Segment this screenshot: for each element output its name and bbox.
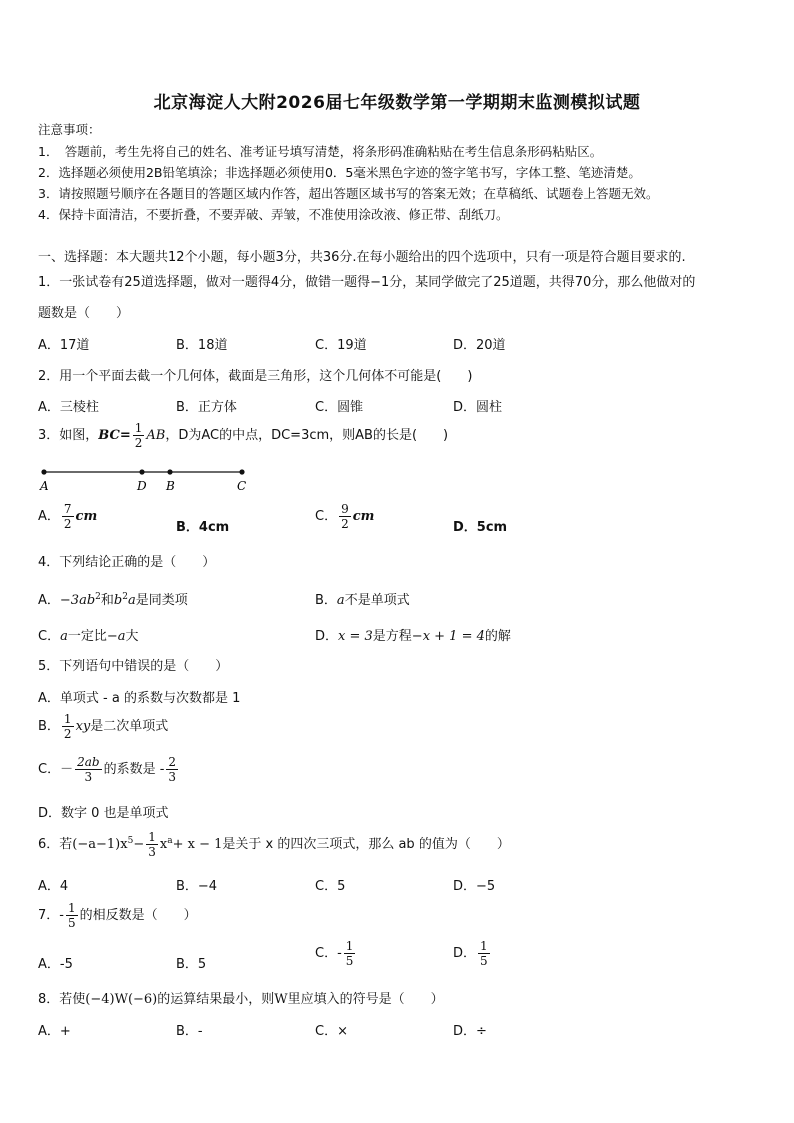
point-d-label: D [137,479,147,493]
q4-option-d: D．x = 3是方程−x + 1 = 4的解 [315,629,511,644]
q2-option-c: C．圆锥 [315,400,364,415]
point-a-dot [41,469,46,474]
notice-item: 3．请按照题号顺序在各题目的答题区域内作答，超出答题区域书写的答案无效；在草稿纸、试题卷上答题无效。 [38,186,659,201]
point-c-label: C [237,479,247,493]
page-title: 北京海淀人大附2026届七年级数学第一学期期末监测模拟试题 [153,93,641,113]
q4-option-b: B．a不是单项式 [315,593,410,608]
q3-option-d: D．5cm [453,520,508,535]
q3-option-b: B．4cm [176,520,230,535]
q5-option-b: B． $\frac{1}{2}$ xy是二次单项式 [38,712,169,741]
q7-option-b: B．5 [176,957,207,972]
q3-ab: AB [146,428,166,443]
q1-option-b: B．18道 [176,338,228,353]
q1-option-a: A．17道 [38,338,90,353]
q3-fraction: $\frac{1}{2}$ [134,421,143,450]
q4-option-c: C．a一定比−a大 [38,629,139,644]
q1-stem: 1．一张试卷有25道选择题，做对一题得4分，做错一题得−1分，某同学做完了25道题，共得70分，那么他做对的 [38,275,696,290]
q8-option-d: D．÷ [453,1024,487,1039]
point-a-label: A [40,479,49,493]
q8-option-c: C．× [315,1024,348,1039]
q4-option-a: A．$-3ab^2$和$b^2a$是同类项 [38,592,188,608]
q8-option-b: B．- [176,1024,203,1039]
point-b-dot [167,469,172,474]
notice-item: 2．选择题必须使用2B铅笔填涂；非选择题必须使用0．5毫米黑色字迹的签字笔书写，字体工整、笔迹清楚。 [38,165,641,180]
q6-option-d: D．−5 [453,879,496,894]
q5-option-a: A．单项式 - a 的系数与次数都是 1 [38,691,241,706]
notice-item: 1． 答题前，考生先将自己的姓名、准考证号填写清楚，将条形码准确粘贴在考生信息条形码粘贴区。 [38,144,603,159]
section-heading: 一、选择题：本大题共12个小题，每小题3分，共36分.在每小题给出的四个选项中，只有一项是符合题目要求的. [38,250,686,265]
q6-option-b: B．−4 [176,879,218,894]
q1-option-d: D．20道 [453,338,506,353]
q7-option-d: D． $\frac{1}{5}$ [453,939,488,968]
q6-option-c: C．5 [315,879,346,894]
q1-stem-cont: 题数是（ ） [38,306,130,321]
point-d-dot [139,469,144,474]
q5-option-d: D．数字 0 也是单项式 [38,806,169,821]
q2-option-a: A．三棱柱 [38,400,99,415]
q6-option-a: A．4 [38,879,69,894]
q7-option-a: A．-5 [38,957,73,972]
point-b-label: B [166,479,175,493]
q7-stem: 7．- $\frac{1}{5}$ 的相反数是（ ） [38,901,197,930]
q3-stem [38,421,448,450]
q4-stem: 4．下列结论正确的是（ ） [38,555,216,570]
q2-option-d: D．圆柱 [453,400,503,415]
q3-prefix: 3．如图， [38,428,99,443]
q8-option-a: A．+ [38,1024,71,1039]
notice-item: 4．保持卡面清洁，不要折叠，不要弄破、弄皱，不准使用涂改液、修正带、刮纸刀。 [38,207,509,222]
q3-tail: ，D为AC的中点，DC=3cm，则AB的长是( ) [165,428,449,443]
q5-option-c: C．－ $\frac{2ab}{3}$ 的系数是 - $\frac{2}{3}$ [38,755,177,784]
q3-option-c: C． $\frac{9}{2}$ cm [315,502,375,531]
notice-heading: 注意事项： [38,122,101,137]
q3-segment-diagram [36,464,256,494]
q6-stem: 6．若$(-a-1)x^5-$ $\frac{1}{3}$ $x^a+ x - 1$是关于 x 的四次三项式，那么 ab 的值为（ ） [38,830,510,859]
point-c-dot [239,469,244,474]
q1-option-c: C．19道 [315,338,367,353]
q2-option-b: B．正方体 [176,400,237,415]
q3-bc: BC= [98,428,131,443]
q3-option-a: A． $\frac{7}{2}$ cm [38,502,98,531]
q7-option-c: C．- $\frac{1}{5}$ [315,939,354,968]
q2-stem: 2．用一个平面去截一个几何体，截面是三角形，这个几何体不可能是( ) [38,369,473,384]
q8-stem: 8．若使(−4)W(−6)的运算结果最小，则W里应填入的符号是（ ） [38,992,444,1007]
q5-stem: 5．下列语句中错误的是（ ） [38,659,229,674]
